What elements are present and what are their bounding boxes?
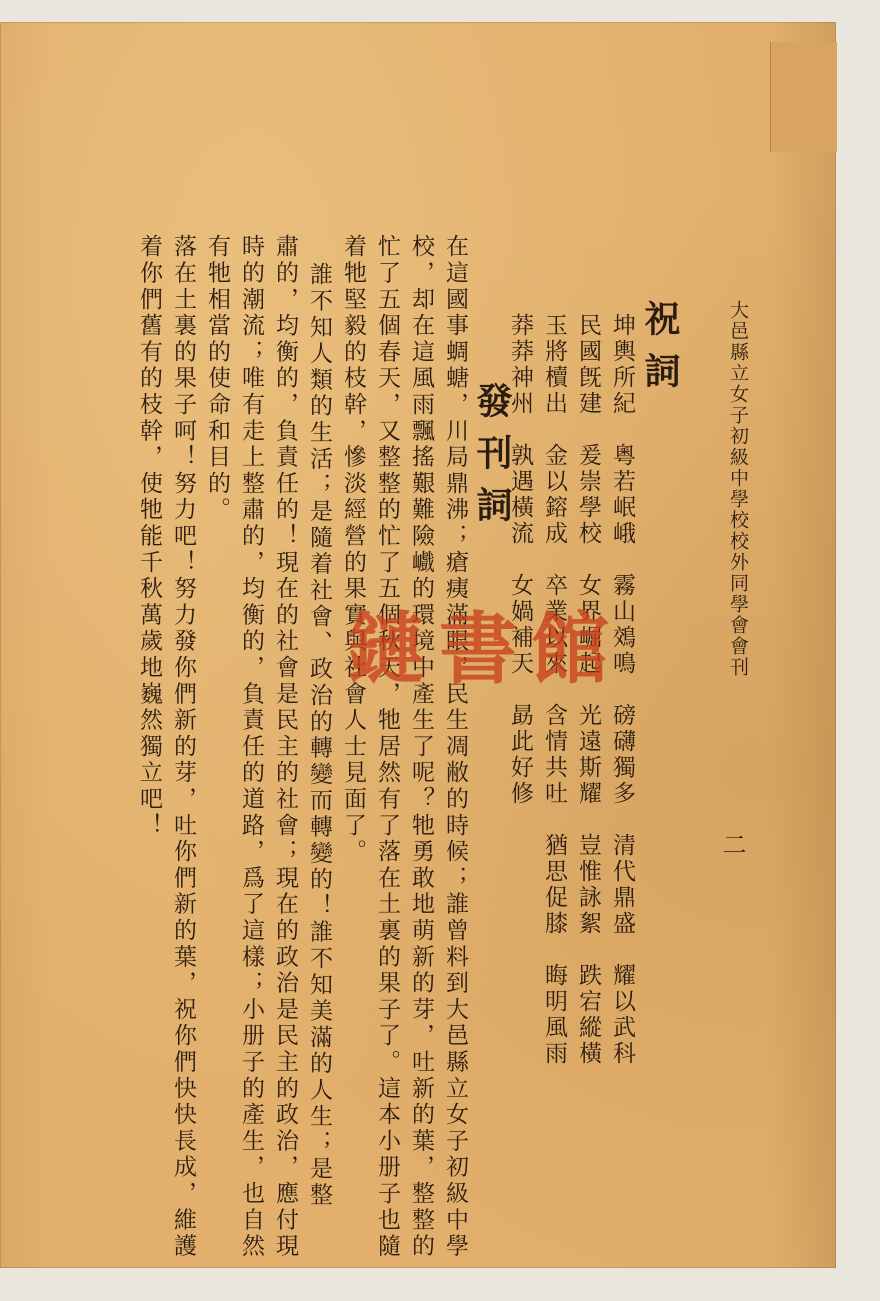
stamp-text: 鏈書館 bbox=[346, 604, 624, 694]
foreword-line: 在這國事蜩螗，川局鼎沸；瘡痍滿眼，民生凋敝的時候；誰曾料到大邑縣立女子初級中學 bbox=[442, 234, 468, 1260]
blessing-line: 坤輿所紀 粵若岷峨 霧山鵁鳴 磅礴獨多 清代鼎盛 耀以武科 bbox=[609, 313, 635, 1067]
foreword-title: 發刊詞 bbox=[471, 382, 513, 538]
foreword-line: 誰不知人類的生活；是隨着社會、政治的轉變而轉變的！誰不知美滿的人生；是整 bbox=[306, 262, 332, 1209]
blessing-line: 玉將櫝出 金以鎔成 卒業以來 含情共吐 猶思促膝 晦明風雨 bbox=[541, 313, 567, 1067]
torn-corner bbox=[770, 42, 837, 152]
foreword-line: 着牠堅毅的枝幹，慘淡經營的果實與社會人士見面了。 bbox=[340, 234, 366, 866]
page-number: 二 bbox=[718, 832, 746, 856]
foreword-line: 忙了五個春天，又整整的忙了五個秋天，牠居然有了落在土裏的果子了。這本小册子也隨 bbox=[374, 234, 400, 1260]
running-header: 大邑縣立女子初級中學校校外同學會會刊 bbox=[727, 300, 749, 678]
foreword-line: 校，却在這風雨飄搖艱難險巇的環境中產生了呢？牠勇敢地萌新的芽，吐新的葉，整整的 bbox=[408, 234, 434, 1260]
blessing-line: 莽莽神州 孰遇橫流 女媧補天 勗此好修 bbox=[507, 313, 533, 807]
foreword-line: 時的潮流；唯有走上整肅的，均衡的，負責任的道路，爲了這樣；小册子的產生，也自然 bbox=[238, 234, 264, 1260]
foreword-line: 着你們舊有的枝幹，使牠能千秋萬歲地巍然獨立吧！ bbox=[136, 234, 162, 839]
blessing-line: 民國旣建 爰崇學校 女界崛起 光遠斯耀 豈惟詠絮 跌宕縱橫 bbox=[575, 313, 601, 1067]
library-stamp-watermark bbox=[340, 598, 630, 694]
foreword-line: 落在土裏的果子呵！努力吧！努力發你們新的芽，吐你們新的葉，祝你們快快長成，維護 bbox=[170, 234, 196, 1260]
foreword-line: 有牠相當的使命和目的。 bbox=[204, 234, 230, 524]
foreword-line: 肅的，均衡的，負責任的！現在的社會是民主的社會；現在的政治是民主的政治，應付現 bbox=[272, 234, 298, 1260]
blessing-title: 祝詞 bbox=[639, 300, 681, 404]
